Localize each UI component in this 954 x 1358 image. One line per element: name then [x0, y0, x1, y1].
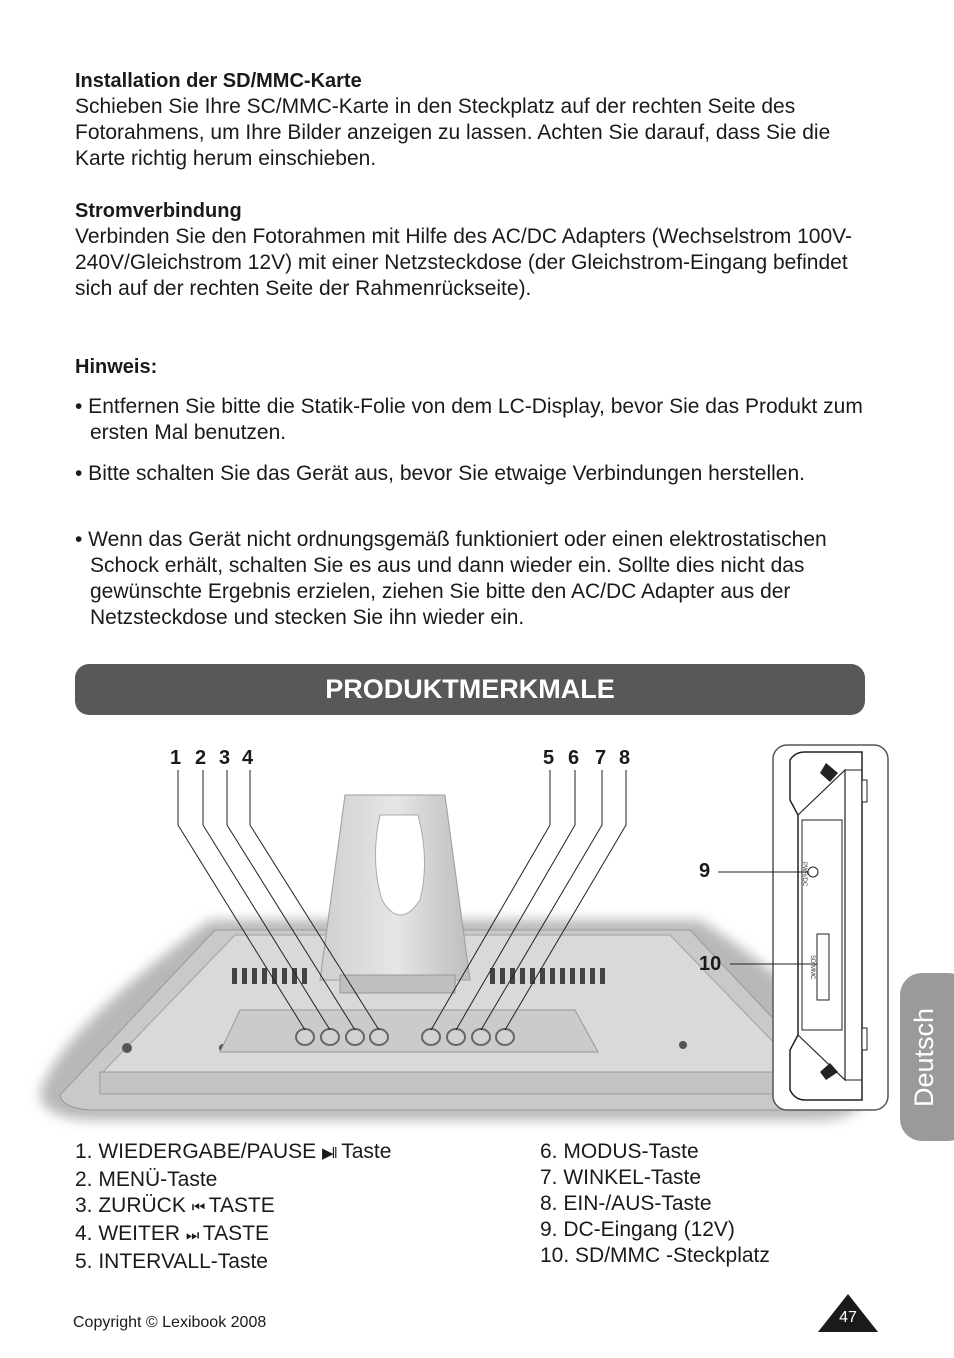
feature-list-left [75, 1139, 391, 1275]
feature-item: 3. ZURÜCK ⏮ TASTE [75, 1194, 275, 1217]
page-number [818, 1294, 878, 1332]
section-body: Schieben Sie Ihre SC/MMC-Karte in den Steckplatz auf der rechten Seite des Fotorahmens, um Ihre Bilder anzeigen zu lassen. Achten Sie darauf, dass Sie die Karte richtig herum einschieben. [75, 95, 831, 170]
side-clip-bottom [862, 1028, 867, 1050]
side-clip-top [862, 780, 867, 802]
note-heading: Hinweis: [75, 356, 158, 378]
feature-item: 10. SD/MMC -Steckplatz [540, 1244, 770, 1267]
callout-6: 6 [568, 747, 580, 769]
stand-cutout [375, 815, 424, 915]
callout-1: 1 [170, 747, 182, 769]
frame-lower-band [100, 1072, 805, 1094]
callout-4: 4 [242, 747, 254, 769]
sd-card-slot [817, 934, 829, 1000]
next-track-icon: ⏭ [185, 1227, 198, 1244]
stand-hinge [340, 975, 455, 993]
page-number-text: 47 [839, 1309, 857, 1326]
feature-item: 5. INTERVALL-Taste [75, 1250, 268, 1273]
section-heading: Installation der SD/MMC-Karte [75, 70, 362, 92]
callout-7: 7 [595, 747, 607, 769]
play-pause-icon: ▶‖ [322, 1145, 336, 1162]
previous-track-icon: ⏮ [191, 1199, 204, 1216]
callout-2: 2 [195, 747, 207, 769]
side-label-card: SD/MMC [809, 955, 815, 980]
feature-item: 2. MENÜ-Taste [75, 1168, 218, 1191]
feature-item: 6. MODUS-Taste [540, 1140, 699, 1163]
feature-list-right [540, 1139, 770, 1269]
section-body: Verbinden Sie den Fotorahmen mit Hilfe des AC/DC Adapters (Wechselstrom 100V-240V/Gleichstrom 12V) mit einer Netzsteckdose (der Gleichstrom-Eingang befindet sich auf der rechten Seite der Rahmenrückseite). [75, 225, 852, 300]
language-tab-label: Deutsch [909, 1007, 940, 1107]
callout-3: 3 [219, 747, 231, 769]
note-bullet: • Wenn das Gerät nicht ordnungsgemäß funktioniert oder einen elektrostatischen Schock erhält, schalten Sie es aus und dann wieder ein. Sollte dies nicht das gewünschte Ergebnis erzielen, ziehen Sie bitte den AC/DC Adapter aus der Netzsteckdose und stecken Sie ihn wieder ein. [75, 528, 827, 629]
callout-9: 9 [699, 860, 711, 882]
dc-input-port [808, 867, 818, 877]
side-view-frame [790, 752, 862, 1100]
callout-10: 10 [699, 953, 722, 975]
callout-5: 5 [543, 747, 555, 769]
note-bullet: • Bitte schalten Sie das Gerät aus, bevor Sie etwaige Verbindungen herstellen. [75, 462, 805, 485]
screw-hole [679, 1041, 687, 1049]
button-housing [220, 1010, 598, 1052]
feature-item: 7. WINKEL-Taste [540, 1166, 702, 1189]
screw-hole [122, 1043, 132, 1053]
feature-item: 8. EIN-/AUS-Taste [540, 1192, 712, 1215]
section-banner: PRODUKTMERKMALE [75, 664, 865, 715]
feature-item: 4. WEITER ⏭ TASTE [75, 1222, 269, 1245]
feature-item: 1. WIEDERGABE/PAUSE ▶‖ Taste [75, 1140, 392, 1163]
note-bullet: • Entfernen Sie bitte die Statik-Folie von dem LC-Display, bevor Sie das Produkt zum ersten Mal benutzen. [75, 395, 863, 444]
callout-8: 8 [619, 747, 631, 769]
feature-item: 9. DC-Eingang (12V) [540, 1218, 735, 1241]
section-heading: Stromverbindung [75, 200, 242, 222]
side-label-power: PWR/DC [801, 862, 807, 887]
copyright: Copyright © Lexibook 2008 [73, 1314, 267, 1331]
language-tab [900, 973, 954, 1141]
